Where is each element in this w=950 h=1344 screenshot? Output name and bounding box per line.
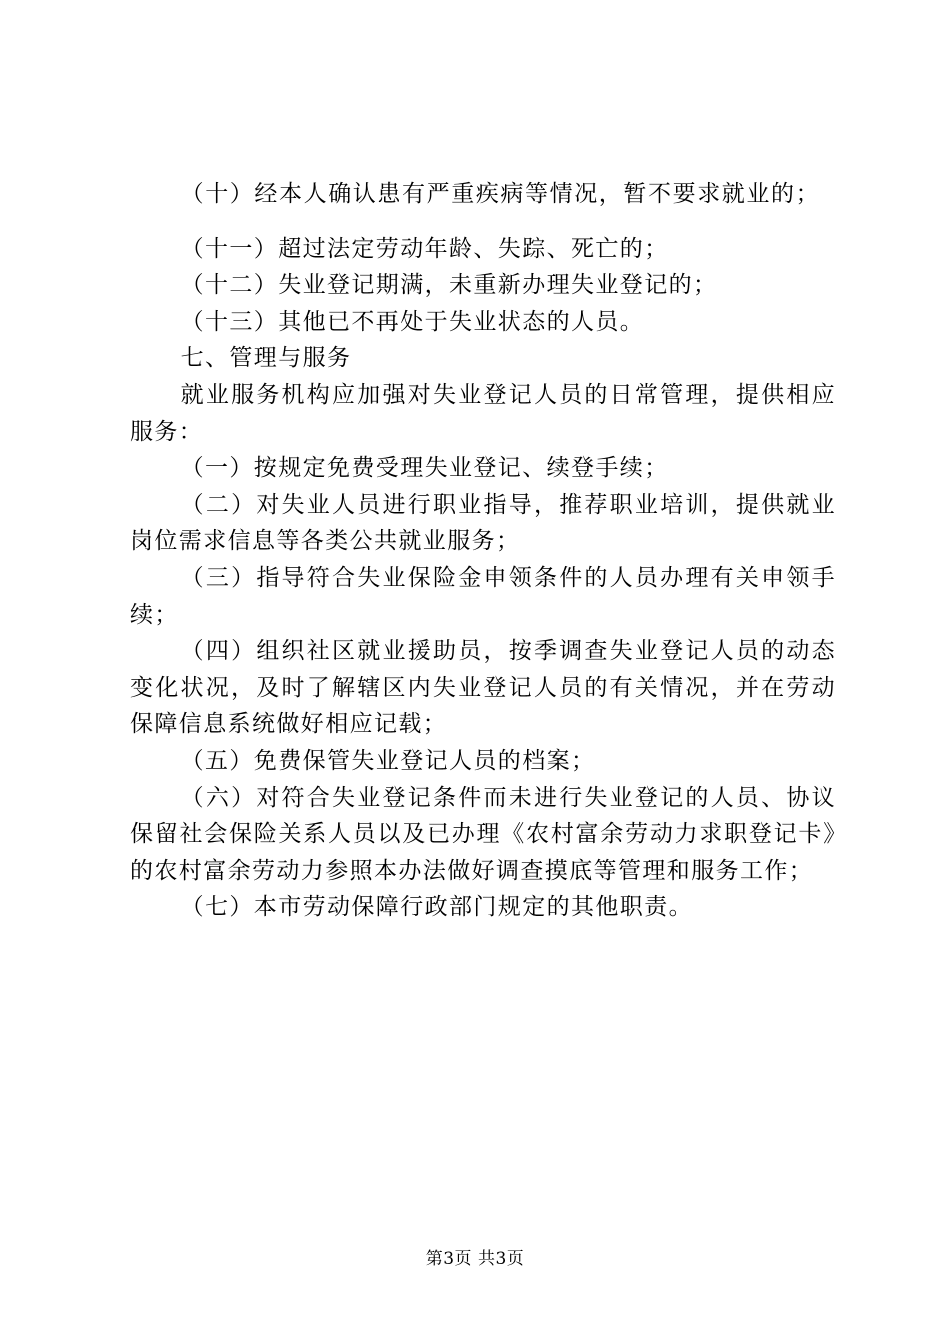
section-heading-management-service: 七、管理与服务: [180, 345, 352, 372]
paragraph-service-2: （二）对失业人员进行职业指导，推荐职业培训，提供就业岗位需求信息等各类公共就业服务；: [130, 491, 836, 555]
paragraph-item-12: （十二）失业登记期满，未重新办理失业登记的；: [180, 272, 718, 299]
paragraph-intro: 就业服务机构应加强对失业登记人员的日常管理，提供相应服务：: [130, 381, 836, 445]
paragraph-service-3: （三）指导符合失业保险金申领条件的人员办理有关申领手续；: [130, 564, 836, 628]
paragraph-service-4: （四）组织社区就业援助员，按季调查失业登记人员的动态变化状况，及时了解辖区内失业登记人员的有关情况，并在劳动保障信息系统做好相应记载；: [130, 638, 836, 738]
paragraph-service-5: （五）免费保管失业登记人员的档案；: [180, 747, 596, 774]
paragraph-item-10: （十）经本人确认患有严重疾病等情况，暂不要求就业的；: [180, 181, 821, 207]
paragraph-item-11: （十一）超过法定劳动年龄、失踪、死亡的；: [180, 235, 669, 262]
paragraph-service-1: （一）按规定免费受理失业登记、续登手续；: [180, 455, 669, 482]
paragraph-service-7: （七）本市劳动保障行政部门规定的其他职责。: [180, 894, 693, 921]
document-body: [130, 176, 836, 926]
page-number-footer: 第3页 共3页: [425, 1249, 525, 1269]
paragraph-service-6: （六）对符合失业登记条件而未进行失业登记的人员、协议保留社会保险关系人员以及已办理《农村富余劳动力求职登记卡》的农村富余劳动力参照本办法做好调查摸底等管理和服务工作；: [130, 784, 836, 884]
paragraph-item-13: （十三）其他已不再处于失业状态的人员。: [180, 308, 645, 335]
